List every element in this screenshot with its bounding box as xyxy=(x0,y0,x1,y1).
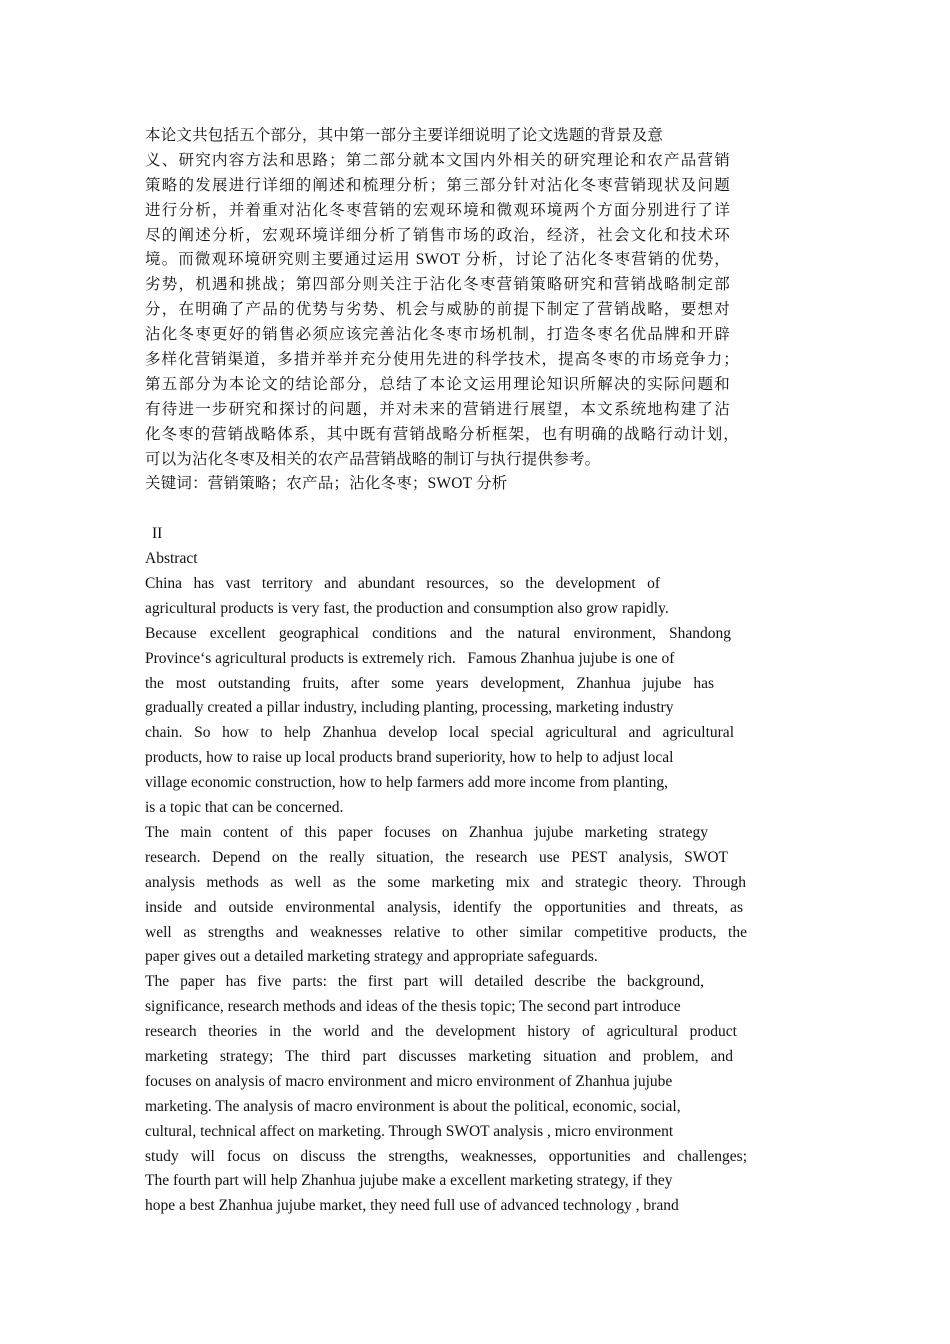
document-page xyxy=(145,124,755,1219)
keywords-line: 关键词：营销策略；农产品；沾化冬枣；SWOT 分析 xyxy=(145,475,508,493)
chinese-abstract-line: 尽的阐述分析，宏观环境详细分析了销售市场的政治，经济，社会文化和技术环 xyxy=(145,226,730,244)
chinese-abstract-line: 本论文共包括五个部分，其中第一部分主要详细说明了论文选题的背景及意 xyxy=(145,127,664,144)
chinese-abstract-line: 第五部分为本论文的结论部分，总结了本论文运用理论知识所解决的实际问题和 xyxy=(145,375,730,393)
english-abstract-line: inside and outside environmental analysis, identify the opportunities and threats, as xyxy=(145,898,743,916)
english-abstract-line: the most outstanding fruits, after some years development, Zhanhua jujube has xyxy=(145,674,714,692)
chinese-abstract-line: 多样化营销渠道，多措并举并充分使用先进的科学技术，提高冬枣的市场竞争力； xyxy=(145,351,739,369)
chinese-abstract-line: 可以为沾化冬枣及相关的农产品营销战略的制订与执行提供参考。 xyxy=(145,450,601,468)
page-number: II xyxy=(152,525,163,543)
english-abstract-line: cultural, technical affect on marketing. Through SWOT analysis , micro environment xyxy=(145,1122,674,1140)
chinese-abstract-line: 分，在明确了产品的优势与劣势、机会与威胁的前提下制定了营销战略，要想对 xyxy=(145,301,730,319)
chinese-abstract-body xyxy=(145,124,755,472)
english-abstract-line: Because excellent geographical conditions and the natural environment, Shandong xyxy=(145,624,731,642)
english-abstract-line: The main content of this paper focuses on Zhanhua jujube marketing strategy xyxy=(145,823,708,841)
english-abstract-line: chain. So how to help Zhanhua develop local special agricultural and agricultural xyxy=(145,724,734,742)
english-abstract-line: agricultural products is very fast, the production and consumption also grow rapidly. xyxy=(145,599,669,617)
english-abstract-line: The fourth part will help Zhanhua jujube make a excellent marketing strategy, if they xyxy=(145,1172,673,1190)
english-abstract-line: gradually created a pillar industry, including planting, processing, marketing industry xyxy=(145,699,674,717)
abstract-heading: Abstract xyxy=(145,550,198,568)
chinese-abstract-line: 沾化冬枣更好的销售必须应该完善沾化冬枣市场机制，打造冬枣名优品牌和开辟 xyxy=(145,326,730,344)
english-abstract-line: village economic construction, how to help farmers add more income from planting, xyxy=(145,774,668,792)
english-abstract-line: products, how to raise up local products brand superiority, how to help to adjust local xyxy=(145,749,674,767)
english-abstract-line: significance, research methods and ideas of the thesis topic; The second part introduce xyxy=(145,998,681,1016)
english-abstract-line: marketing. The analysis of macro environment is about the political, economic, social, xyxy=(145,1097,681,1115)
english-abstract-line: The paper has five parts: the first part will detailed describe the background, xyxy=(145,973,704,991)
chinese-abstract-line: 进行分析，并着重对沾化冬枣营销的宏观环境和微观环境两个方面分别进行了详 xyxy=(145,201,730,219)
english-abstract-line: China has vast territory and abundant resources, so the development of xyxy=(145,575,660,593)
chinese-abstract-line: 义、研究内容方法和思路；第二部分就本文国内外相关的研究理论和农产品营销 xyxy=(145,151,730,169)
english-abstract-line: research theories in the world and the development history of agricultural product xyxy=(145,1023,737,1041)
english-abstract-line: research. Depend on the really situation, the research use PEST analysis, SWOT xyxy=(145,848,728,866)
english-abstract-line: analysis methods as well as the some marketing mix and strategic theory. Through xyxy=(145,873,746,891)
english-abstract-line: study will focus on discuss the strengths, weaknesses, opportunities and challenges; xyxy=(145,1147,747,1165)
chinese-abstract-line: 有待进一步研究和探讨的问题，并对未来的营销进行展望，本文系统地构建了沾 xyxy=(145,400,730,418)
english-abstract-line: well as strengths and weaknesses relative to other similar competitive products, the xyxy=(145,923,747,941)
chinese-abstract-line: 境。而微观环境研究则主要通过运用 SWOT 分析，讨论了沾化冬枣营销的优势， xyxy=(145,251,730,269)
english-abstract-line: Province‘s agricultural products is extremely rich. Famous Zhanhua jujube is one of xyxy=(145,649,675,667)
english-abstract-line: is a topic that can be concerned. xyxy=(145,799,344,817)
chinese-abstract-line: 策略的发展进行详细的阐述和梳理分析；第三部分针对沾化冬枣营销现状及问题 xyxy=(145,176,730,194)
english-abstract-line: hope a best Zhanhua jujube market, they need full use of advanced technology , brand xyxy=(145,1197,679,1215)
english-abstract-line: paper gives out a detailed marketing strategy and appropriate safeguards. xyxy=(145,948,598,966)
english-abstract-body xyxy=(145,572,755,1219)
english-abstract-line: focuses on analysis of macro environment and micro environment of Zhanhua jujube xyxy=(145,1072,673,1090)
chinese-abstract-line: 化冬枣的营销战略体系，其中既有营销战略分析框架，也有明确的战略行动计划， xyxy=(145,425,739,443)
english-abstract-line: marketing strategy; The third part discusses marketing situation and problem, and xyxy=(145,1047,733,1065)
blank-line xyxy=(145,497,755,522)
chinese-abstract-line: 劣势，机遇和挑战；第四部分则关注于沾化冬枣营销策略研究和营销战略制定部 xyxy=(145,276,730,294)
